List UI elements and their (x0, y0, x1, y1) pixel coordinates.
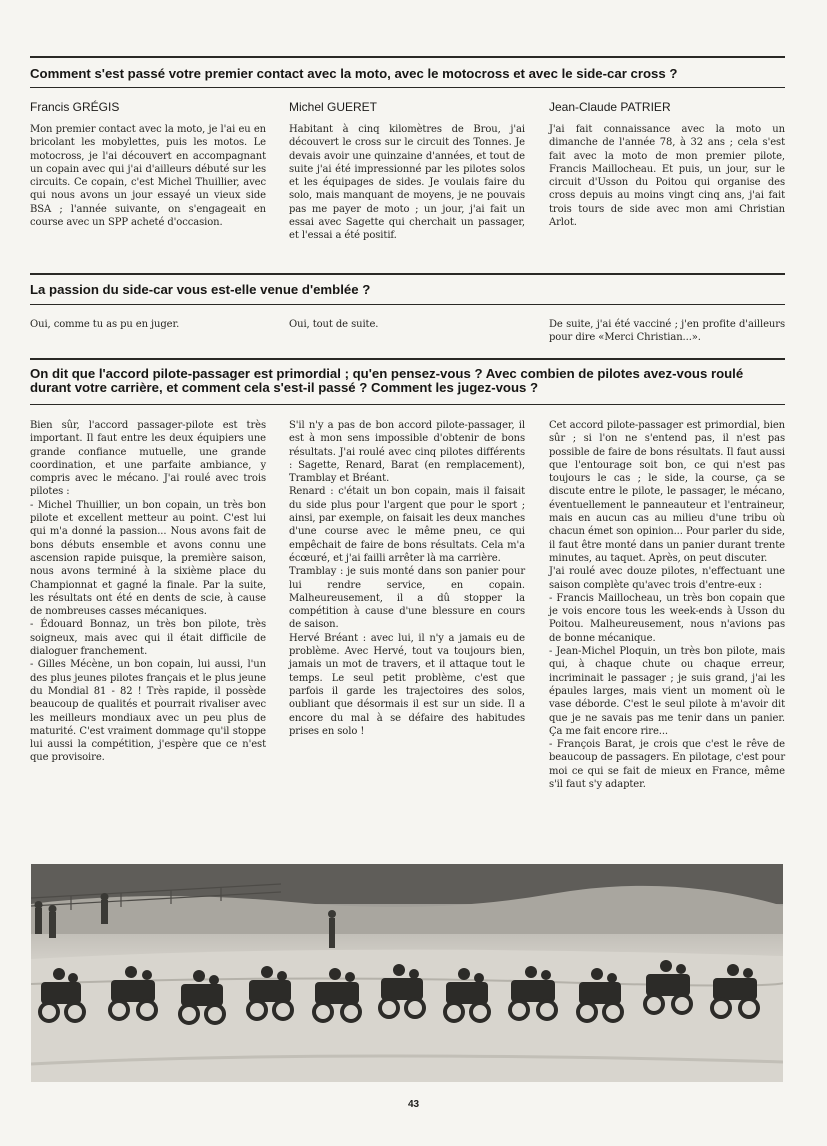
page-number: 43 (407, 1099, 420, 1110)
paragraph: Hervé Bréant : avec lui, il n'y a jamais eu de problème. Avec Hervé, tout va toujours bien, jamais un mot de travers, et il attaque tout le temps. Le seul petit problème, c'est que parfois il garde les trajectoires des solos, oubliant que désormais il est sur un side. Il a encore du mal à se défaire des habitudes prises en solo ! (289, 632, 525, 737)
question-1: Comment s'est passé votre premier contact avec la moto, avec le motocross et avec le side-car cross ? (30, 66, 678, 81)
section-3-rule (30, 358, 785, 360)
race-start-photo (31, 864, 783, 1082)
paragraph: Habitant à cinq kilomètres de Brou, j'ai découvert le cross sur le circuit des Tonnes. Je devais avoir une quinzaine d'années, et tout de suite j'ai été impressionné par les pilotes solos et les équipages de sides. Je voulais faire du solo, mais manquant de moyens, je ne pouvais pas me payer de moto ; un jour, j'ai fait un essai avec Sagette qui cherchait un passager, et l'essai a été positif. (289, 124, 525, 242)
name-gueret: Michel GUERET (289, 100, 378, 114)
answer-2-gueret (289, 318, 525, 331)
paragraph: - Francis Maillocheau, un très bon copain que je vois encore tous les week-ends à Usson du Poitou. Malheureusement, nous n'avions pas de bonne mécanique. (549, 592, 785, 644)
answer-2-gregis (30, 318, 266, 331)
paragraph: Tramblay : je suis monté dans son panier pour lui rendre service, en copain. Malheureusement, il a dû stopper la compétition à cause d'une blessure en cours de saison. (289, 566, 525, 631)
paragraph: De suite, j'ai été vacciné ; j'en profite d'ailleurs pour dire «Merci Christian...». (549, 319, 785, 344)
paragraph: - François Barat, je crois que c'est le rêve de beaucoup de passagers. En pilotage, c'est pour moi ce qui se fait de mieux en France, même s'il faut s'y adapter. (549, 739, 785, 791)
name-patrier: Jean-Claude PATRIER (549, 100, 671, 114)
answer-3-gregis (30, 419, 266, 765)
paragraph: Bien sûr, l'accord passager-pilote est très important. Il faut entre les deux équipiers une grande confiance mutuelle, une grande coordination, et une parfaite ambiance, y compris avec le mécano. J'ai roulé avec trois pilotes : (30, 420, 266, 498)
section-2-rule (30, 273, 785, 275)
question-2: La passion du side-car vous est-elle venue d'emblée ? (30, 282, 371, 297)
question-2-rule (30, 304, 785, 305)
question-3-rule (30, 404, 785, 405)
sidecar-grid-illustration (31, 864, 783, 1082)
question-3: On dit que l'accord pilote-passager est primordial ; qu'en pensez-vous ? Avec combien de pilotes avez-vous roulé durant votre carrière, et comment cela s'est-il passé ? Comment les jugez-vous ? (30, 366, 744, 395)
paragraph: - Michel Thuillier, un bon copain, un très bon pilote et excellent metteur au point. C'est lui qui m'a donné la passion... Nous avons fait de bons débuts ensemble et avons connu une ascension rapide puisque, la première saison, nous avons terminé à la sixième place du Championnat et gagné la finale. Par la suite, les résultats ont été en dents de scie, à cause de nombreuses casses mécaniques. (30, 499, 266, 618)
paragraph: Cet accord pilote-passager est primordial, bien sûr ; si l'on ne s'entend pas, il n'est pas possible de faire de bons résultats. Il faut aussi que l'entourage soit bon, ce qui n'est pas toujours le cas ; le side, la course, ça se discute entre le pilote, le passager, le mécano, éventuellement le panneauteur et l'entraineur, mais en aucun cas au milieu d'une tribu où chacun émet son opinion... Pour parler du side, il faut être monté dans un panier durant trente minutes, au taquet. Après, on peut discuter. (549, 420, 785, 564)
paragraph: - Jean-Michel Ploquin, un très bon pilote, mais qui, à chaque chute ou chaque erreur, incriminait le passager ; je suis grand, j'ai les épaules larges, mais vient un moment où le vase déborde. C'est le seul pilote à m'avoir dit que je ne savais pas me tenir dans un panier. Ça me fait encore rire... (549, 646, 785, 737)
question-1-rule (30, 87, 785, 88)
name-gregis: Francis GRÉGIS (30, 100, 120, 114)
paragraph: Oui, tout de suite. (289, 319, 379, 330)
paragraph: J'ai fait connaissance avec la moto un dimanche de l'année 78, à 32 ans ; cela s'est fait avec la moto de mon premier pilote, Francis Maillocheau. Et puis, un jour, sur le circuit d'Usson du Poitou qui organise des cross depuis au moins vingt cinq ans, j'ai fait trois tours de side avec mon ami Christian Arlot. (549, 124, 785, 229)
answer-1-patrier (549, 123, 785, 229)
answer-1-gueret (289, 123, 525, 243)
answer-3-gueret (289, 419, 525, 738)
paragraph: Renard : c'était un bon copain, mais il faisait du side plus pour l'argent que pour le sport ; ainsi, par exemple, on faisait les deux manches d'une course avec le même pneu, ce qui empêchait de faire de bons résultats. Cela m'a écœuré, et j'ai failli arrêter là ma carrière. (289, 486, 525, 564)
answer-2-patrier (549, 318, 785, 345)
paragraph: - Gilles Mécène, un bon copain, lui aussi, l'un des plus jeunes pilotes français et le plus jeune du Mondial 81 - 82 ! Très rapide, il possède beaucoup de qualités et pourrait rivaliser avec les meilleurs mondiaux avec un peu plus de maturité. C'est vraiment dommage qu'il stoppe lui aussi la compétition, j'espère que ce n'est que provisoire. (30, 659, 266, 764)
paragraph: S'il n'y a pas de bon accord pilote-passager, il est à mon sens impossible d'obtenir de bons résultats. J'ai roulé avec cinq pilotes différents : Sagette, Renard, Barat (en remplacement), Tramblay et Bréant. (289, 420, 525, 485)
paragraph: J'ai roulé avec douze pilotes, n'effectuant une saison complète qu'avec trois d'entre-eux : (549, 566, 785, 591)
top-rule (30, 56, 785, 58)
answer-3-patrier (549, 419, 785, 791)
paragraph: Oui, comme tu as pu en juger. (30, 319, 180, 330)
answer-1-gregis (30, 123, 266, 229)
paragraph: - Édouard Bonnaz, un très bon pilote, très soigneux, mais avec qui il était difficile de dialoguer franchement. (30, 619, 266, 658)
paragraph: Mon premier contact avec la moto, je l'ai eu en bricolant les mobylettes, puis les motos. Le motocross, je l'ai découvert en accompagnant un copain avec qui j'ai d'ailleurs débuté sur les circuits. Ce copain, c'est Michel Thuillier, avec qui nous avons un jour essayé un vieux side BSA ; l'année suivante, on s'engageait en course avec un SPP acheté d'occasion. (30, 124, 266, 229)
